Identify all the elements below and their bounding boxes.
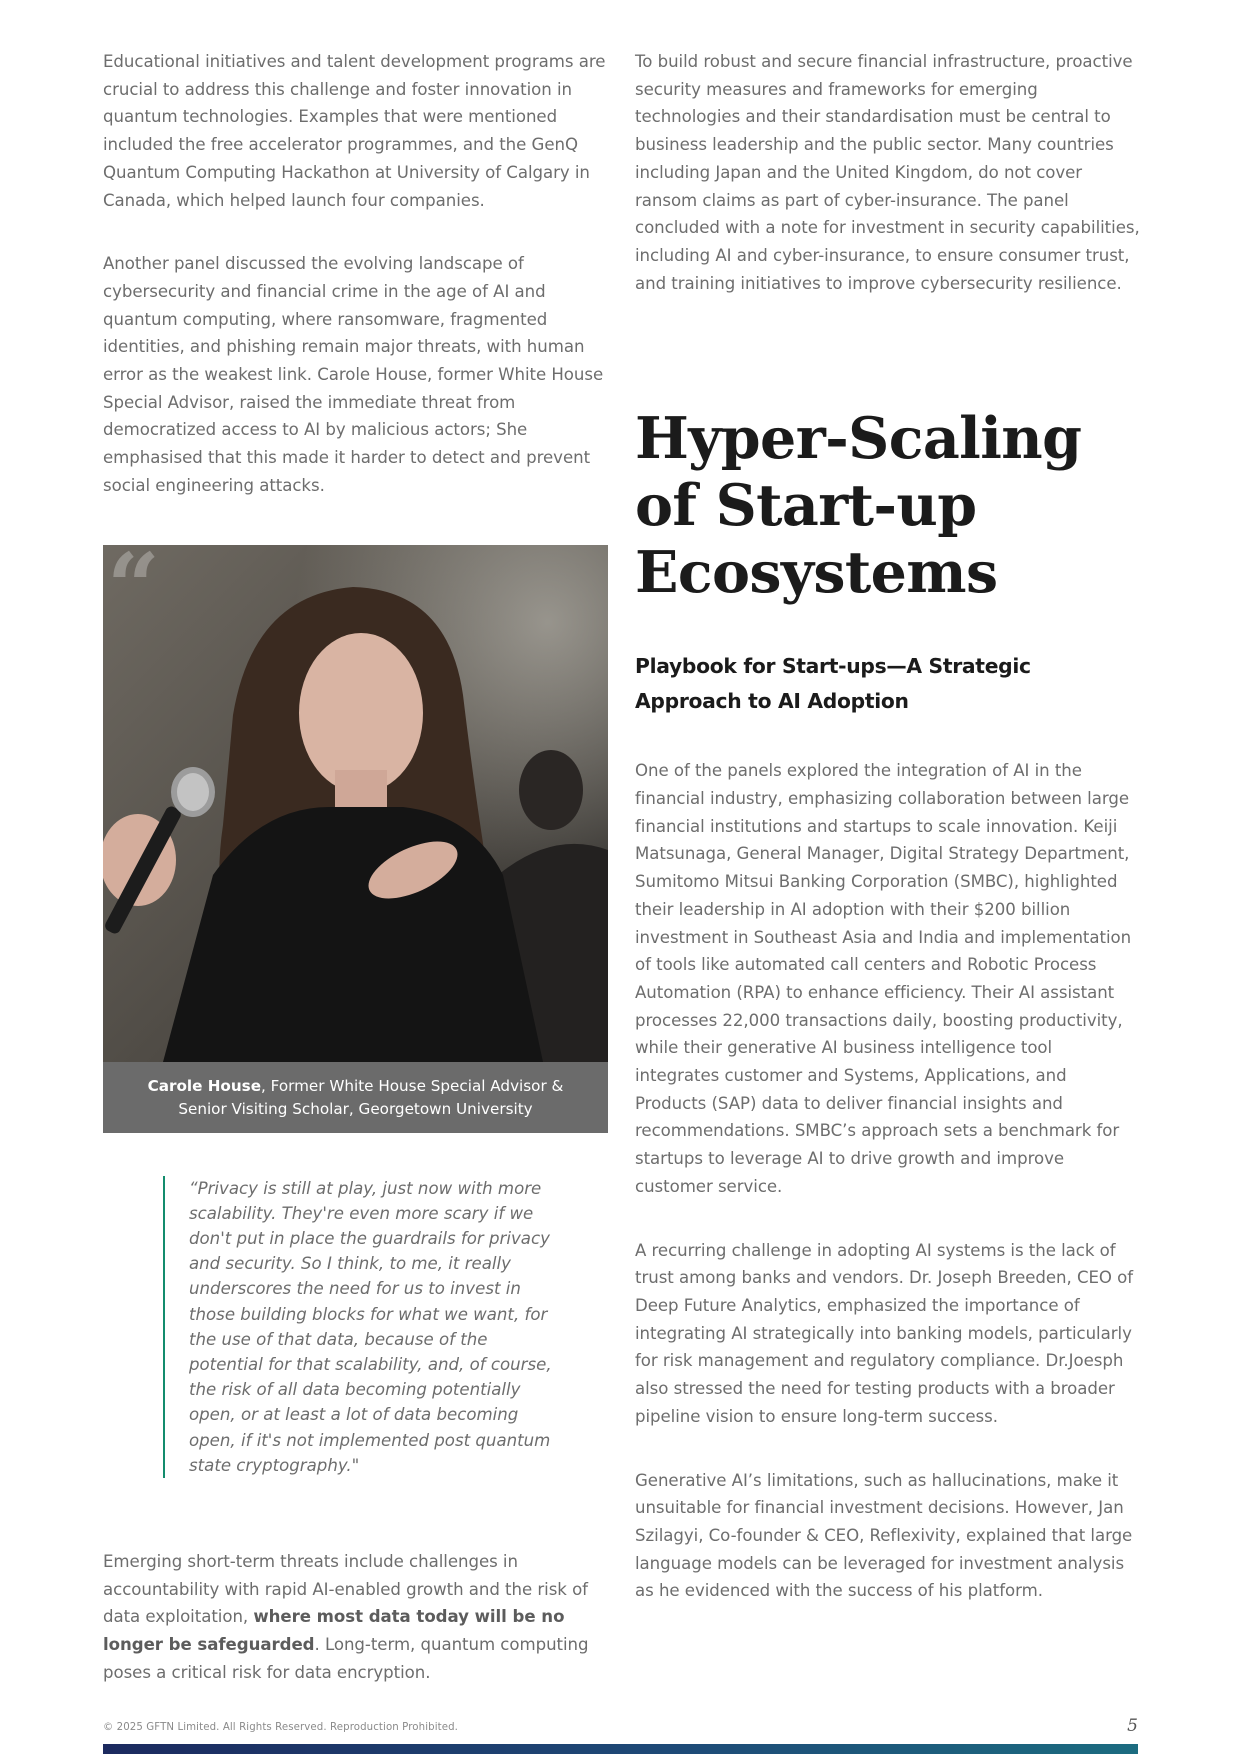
body-paragraph: A recurring challenge in adopting AI systems is the lack of trust among banks and vendors. Dr. Joseph Breeden, CEO of Deep Future Analytics, emphasized the importance of integrating AI strategically into banking models, particularly for risk management and regulatory compliance. Dr.Joesph also stressed the need for testing products with a broader pipeline vision to ensure long-term success. — [635, 1240, 1134, 1426]
body-paragraph — [103, 1548, 608, 1687]
body-paragraph: Another panel discussed the evolving landscape of cybersecurity and financial crime in the age of AI and quantum computing, where ransomware, fragmented identities, and phishing remain major threats, with human error as the weakest link. Carole House, former White House Special Advisor, raised the immediate threat from democratized access to AI by malicious actors; She emphasised that this made it harder to detect and prevent social engineering attacks. — [103, 254, 604, 495]
body-paragraph: Generative AI’s limitations, such as hallucinations, make it unsuitable for financial investment decisions. However, Jan Szilagyi, Co-founder & CEO, Reflexivity, explained that large language models can be leveraged for investment analysis as he evidenced with the success of his platform. — [635, 1470, 1133, 1601]
caption-line-2: Senior Visiting Scholar, Georgetown University — [178, 1100, 533, 1119]
body-paragraph: To build robust and secure financial infrastructure, proactive security measures and frameworks for emerging technologies and their standardisation must be central to business leadership and the public sector. Many countries including Japan and the United Kingdom, do not cover ransom claims as part of cyber-insurance. The panel concluded with a note for investment in security capabilities, including AI and cyber-insurance, to ensure consumer trust, and training initiatives to improve cybersecurity resilience. — [635, 52, 1140, 293]
footer-gradient-bar — [103, 1744, 1138, 1754]
photo-caption — [103, 1062, 608, 1133]
caption-name: Carole House — [147, 1076, 262, 1095]
body-paragraph: One of the panels explored the integration of AI in the financial industry, emphasizing collaboration between large financial institutions and startups to scale innovation. Keiji Matsunaga, General Manager, Digital Strategy Department, Sumitomo Mitsui Banking Corporation (SMBC), highlighted their leadership in AI adoption with their $200 billion investment in Southeast Asia and India and implementation of tools like automated call centers and Robotic Process Automation (RPA) to enhance efficiency. Their AI assistant processes 22,000 transactions daily, boosting productivity, while their generative AI business intelligence tool integrates customer and Systems, Applications, and Products (SAP) data to deliver financial insights and recommendations. SMBC’s approach sets a benchmark for startups to leverage AI to drive growth and improve customer service. — [635, 761, 1132, 1196]
para-bold-text: where most data today will be no longer be safeguarded — [103, 1607, 565, 1655]
copyright-footer: © 2025 GFTN Limited. All Rights Reserved. Reproduction Prohibited. — [103, 1722, 458, 1733]
section-title: Hyper-Scaling of Start-up Ecosystems — [635, 405, 1082, 607]
quote-glyph-icon: “ — [107, 544, 160, 641]
para-text: . Long-term, quantum computing poses a critical risk for data encryption. — [103, 1635, 589, 1682]
body-paragraph: Educational initiatives and talent development programs are crucial to address this challenge and foster innovation in quantum technologies. Examples that were mentioned included the free accelerator programmes, and the GenQ Quantum Computing Hackathon at University of Calgary in Canada, which helped launch four companies. — [103, 52, 606, 210]
left-column — [103, 48, 608, 1687]
speaker-photo — [103, 545, 608, 1133]
pull-quote: “Privacy is still at play, just now with more scalability. They're even more scary if we don't put in place the guardrails for privacy and security. So I think, to me, it really underscores the need for us to invest in those building blocks for what we want, for the use of that data, because of the potential for that scalability, and, of course, the risk of all data becoming potentially open, or at least a lot of data becoming open, if it's not implemented post quantum state cryptography." — [163, 1176, 559, 1478]
para-text: Emerging short-term threats include challenges in accountability with rapid AI-enabled growth and the risk of data exploitation, — [103, 1551, 588, 1627]
section-subtitle: Playbook for Start-ups—A Strategic Approach to AI Adoption — [635, 654, 1031, 714]
caption-line-1 — [103, 1075, 608, 1099]
right-column — [635, 48, 1140, 1605]
photo-image — [103, 545, 608, 1062]
page-number: 5 — [1127, 1716, 1138, 1736]
caption-title: , Former White House Special Advisor & — [261, 1076, 564, 1095]
